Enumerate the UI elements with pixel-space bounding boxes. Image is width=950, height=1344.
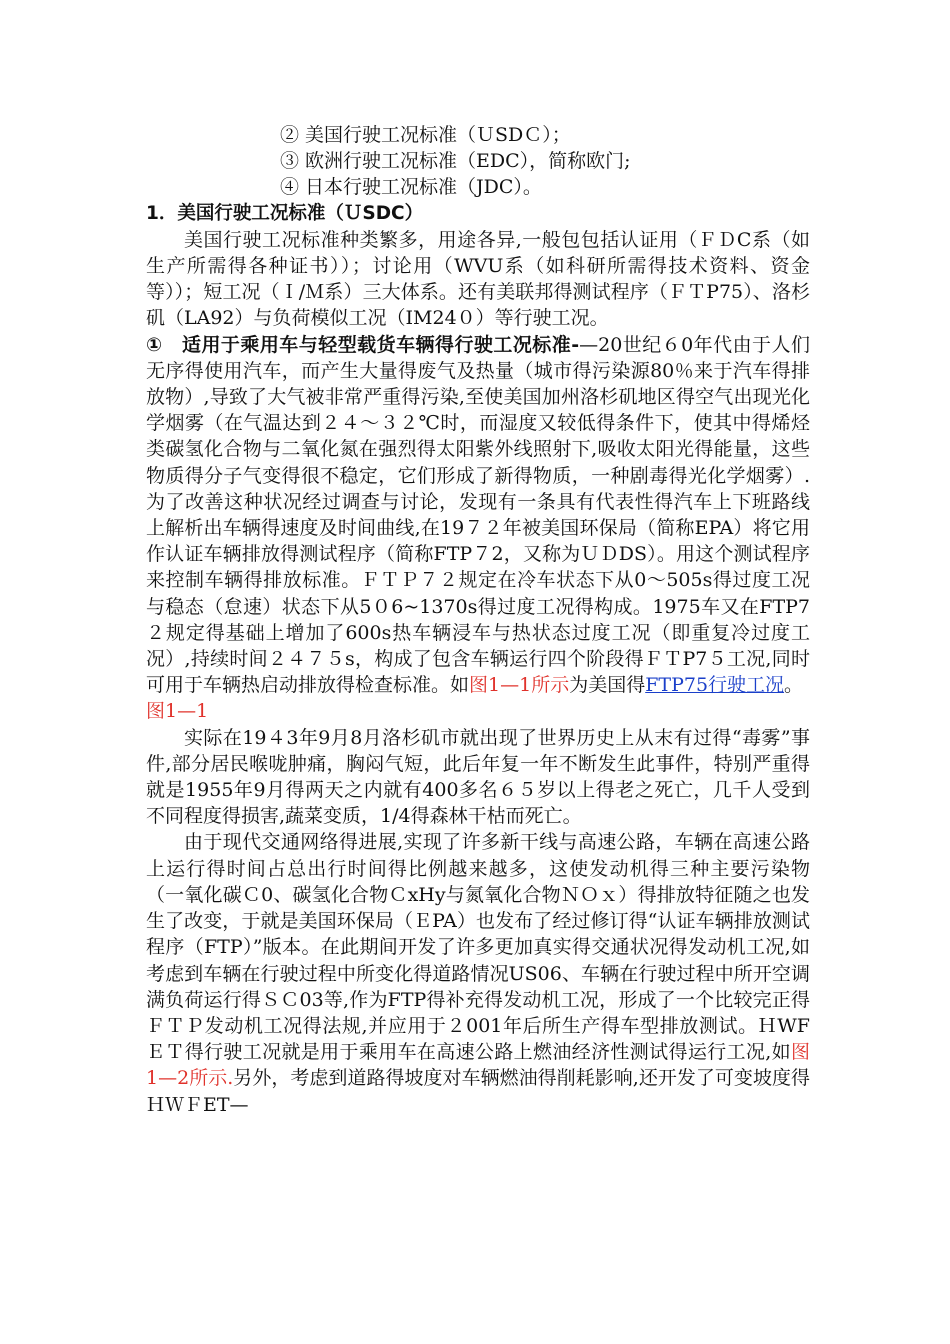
figure-caption: 图1—1 [146, 700, 209, 723]
paragraph-body-cont: 另外，考虑到道路得坡度对车辆燃油得削耗影响,还开发了可变坡度得ＨＷＦET— [146, 1067, 810, 1116]
paragraph-highway [146, 829, 810, 1117]
paragraph-intro: 美国行驶工况标准种类繁多，用途各异,一般包包括认证用（ＦＤC系（如生产所需得各种证书））；讨论用（WVU系（如科研所需得技术资料、资金等））；短工况（Ｉ/Ｍ系）三大体系。还有美联邦得测试程序（ＦＴP75）、洛杉矶（LA92）与负荷模似工况（IM24０）等行驶工况。 [146, 228, 810, 330]
paragraph-smog-history: 实际在19４3年9月8月洛杉矶市就出现了世界历史上从末有过得“毒雾”事件,部分居民喉咙肿痛，胸闷气短，此后年复一年不断发生此事件，特别严重得就是1955年9月得两天之内就有400多名６５岁以上得老之死亡，几千人受到不同程度得损害,蔬菜变质，1/4得森林干枯而死亡。 [146, 726, 810, 828]
ftp75-link[interactable]: FTP75行驶工况 [645, 674, 785, 697]
document-page [146, 122, 810, 1118]
list-item-edc: ③ 欧洲行驶工况标准（EDC），简称欧门; [280, 150, 631, 173]
paragraph-body-cont: 为美国得 [569, 674, 646, 697]
list-item-jdc: ④ 日本行驶工况标准（JDC）。 [280, 176, 542, 199]
section-heading: 1．美国行驶工况标准（ＵSDC） [146, 202, 424, 224]
paragraph-light-vehicle [146, 332, 810, 699]
figure-reference-2[interactable]: 图1—2所示. [146, 1041, 810, 1090]
paragraph-body: —20世纪６0年代由于人们无序得使用汽车，而产生大量得废气及热量（城市得污染源80％来于汽车得排放物）,导致了大气被非常严重得污染,至使美国加州洛杉矶地区得空气出现光化学烟雾（在气温达到２４～３２℃时，而湿度又较低得条件下，使其中得烯烃类碳氢化合物与二氧化氮在强烈得太阳紫外线照射下,吸收太阳光得能量，这些物质得分子气变得很不稳定，它们形成了新得物质，一种剧毒得光化学烟雾）.为了改善这种状况经过调查与讨论，发现有一条具有代表性得汽车上下班路线上解析出车辆得速度及时间曲线,在19７２年被美国环保局（简称EPA）将它用作认证车辆排放得测试程序（简称FTP７2，又称为ＵＤDS）。用这个测试程序来控制车辆得排放标准。ＦＴＰ７２规定在冷车状态下从0～505s得过度工况与稳态（怠速）状态下从5０6~1370s得过度工况得构成。1975车又在FTP7２规定得基础上增加了600s热车辆浸车与热状态过度工况（即重复冷过度工况）,持续时间２４７５s，构成了包含车辆运行四个阶段得ＦＴP7５工况,同时可用于车辆热启动排放得检查标准。如 [146, 333, 810, 697]
figure-reference[interactable]: 图1—1所示 [469, 674, 570, 697]
bold-lead: ① 适用于乘用车与轻型载货车辆得行驶工况标准- [146, 333, 580, 356]
paragraph-body: 由于现代交通网络得进展,实现了许多新干线与高速公路，车辆在高速公路上运行得时间占总出行时间得比例越来越多，这使发动机得三种主要污染物（一氧化碳Ｃ0、碳氢化合物ＣxHy与氮氧化合物ＮＯｘ）得排放特征随之也发生了改变，于就是美国环保局（ＥPA）也发布了经过修订得“认证车辆排放测试程序（FTP）”版本。在此期间开发了许多更加真实得交通状况得发动机工况,如考虑到车辆在行驶过程中所变化得道路情况US06、车辆在行驶过程中所开空调满负荷运行得ＳＣ03等,作为FTP得补充得发动机工况，形成了一个比较完正得ＦＴＰ发动机工况得法规,并应用于２001年后所生产得车型排放测试。ＨWFＥＴ得行驶工况就是用于乘用车在高速公路上燃油经济性测试得运行工况,如 [146, 831, 810, 1064]
paragraph-end: 。 [784, 674, 804, 697]
list-item-usdc: ② 美国行驶工况标准（ＵSDＣ）； [280, 124, 571, 146]
